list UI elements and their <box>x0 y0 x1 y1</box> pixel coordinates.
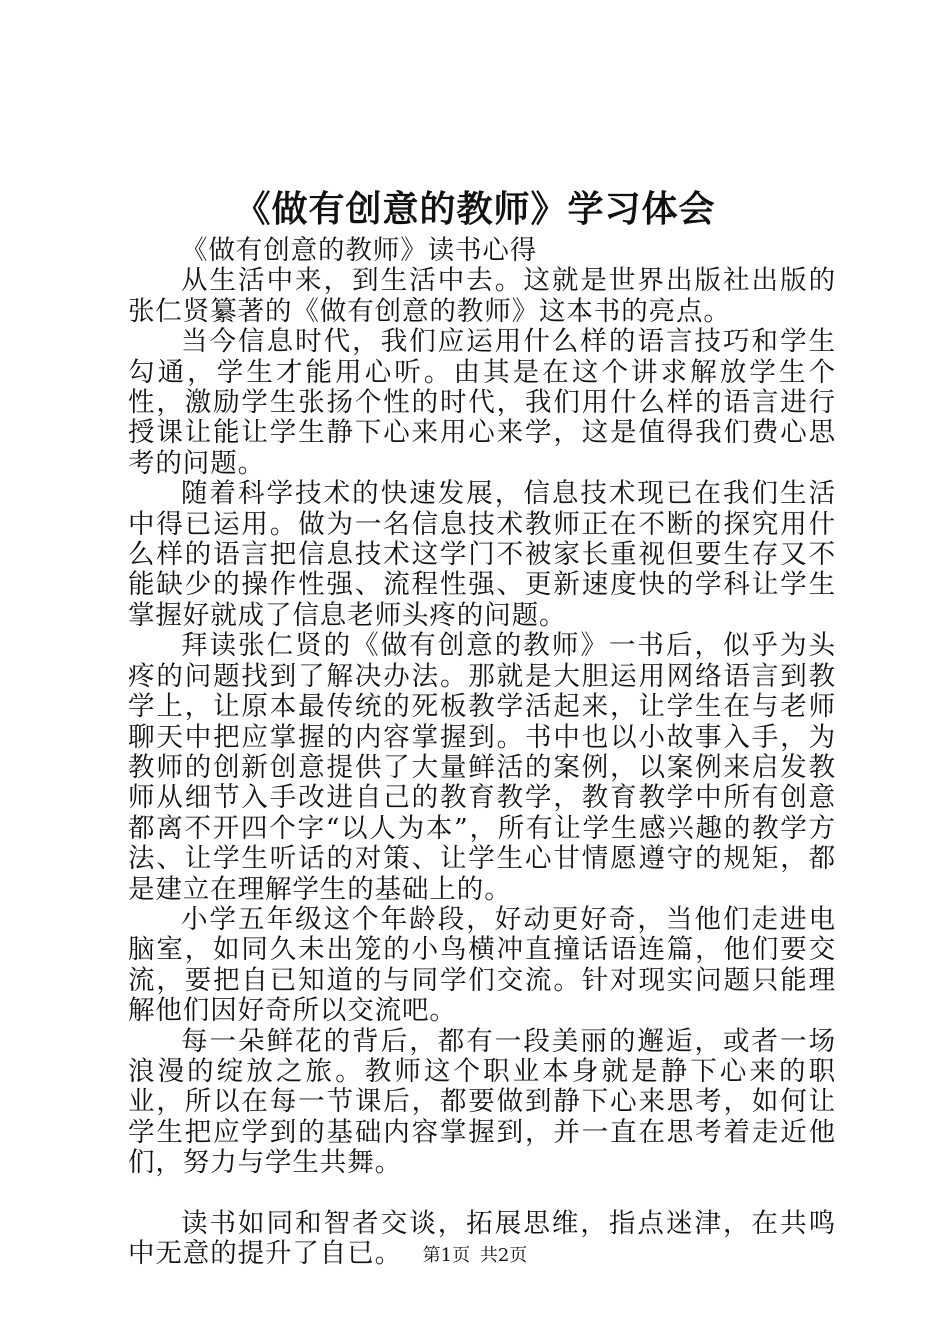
body-paragraph: 每一朵鲜花的背后，都有一段美丽的邂逅，或者一场浪漫的绽放之旅。教师这个职业本身就是静下心来的职业，所以在每一节课后，都要做到静下心来思考，如何让学生把应学到的基础内容掌握到，并一直在思考着走近他们，努力与学生共舞。 <box>128 1025 836 1179</box>
body-paragraph: 拜读张仁贤的《做有创意的教师》一书后，似乎为头疼的问题找到了解决办法。那就是大胆运用网络语言到教学上，让原本最传统的死板教学活起来，让学生在与老师聊天中把应掌握的内容掌握到。书中也以小故事入手，为教师的创新创意提供了大量鲜活的案例，以案例来启发教师从细节入手改进自己的教育教学，教育教学中所有创意都离不开四个字“以人为本”，所有让学生感兴趣的教学方法、让学生听话的对策、让学生心甘情愿遵守的规矩，都是建立在理解学生的基础上的。 <box>128 630 836 905</box>
body-paragraph: 从生活中来，到生活中去。这就是世界出版社出版的张仁贤纂著的《做有创意的教师》这本书的亮点。 <box>128 265 836 327</box>
document-title: 《做有创意的教师》学习体会 <box>234 188 716 230</box>
body-paragraph: 随着科学技术的快速发展，信息技术现已在我们生活中得已运用。做为一名信息技术教师正在不断的探究用什么样的语言把信息技术这学门不被家长重视但要生存又不能缺少的操作性强、流程性强、更新速度快的学科让学生掌握好就成了信息老师头疼的问题。 <box>128 478 836 631</box>
subtitle-paragraph: 《做有创意的教师》读书心得 <box>181 235 538 266</box>
paragraph-spacer <box>128 1179 836 1209</box>
body-paragraph: 读书如同和智者交谈，拓展思维，指点迷津，在共鸣中无意的提升了自已。 <box>128 1207 836 1270</box>
document-body <box>128 236 836 1270</box>
page-number: 第1页 <box>422 1245 471 1266</box>
page-total: 共2页 <box>479 1245 528 1266</box>
body-paragraph: 当今信息时代，我们应运用什么样的语言技巧和学生勾通，学生才能用心听。由其是在这个讲求解放学生个性，激励学生张扬个性的时代，我们用什么样的语言进行授课让能让学生静下心来用心来学，这是值得我们费心思考的问题。 <box>128 326 836 479</box>
page-footer <box>0 1244 950 1268</box>
body-paragraph: 小学五年级这个年龄段，好动更好奇，当他们走进电脑室，如同久未出笼的小鸟横冲直撞话语连篇，他们要交流，要把自已知道的与同学们交流。针对现实问题只能理解他们因好奇所以交流吧。 <box>128 903 836 1027</box>
